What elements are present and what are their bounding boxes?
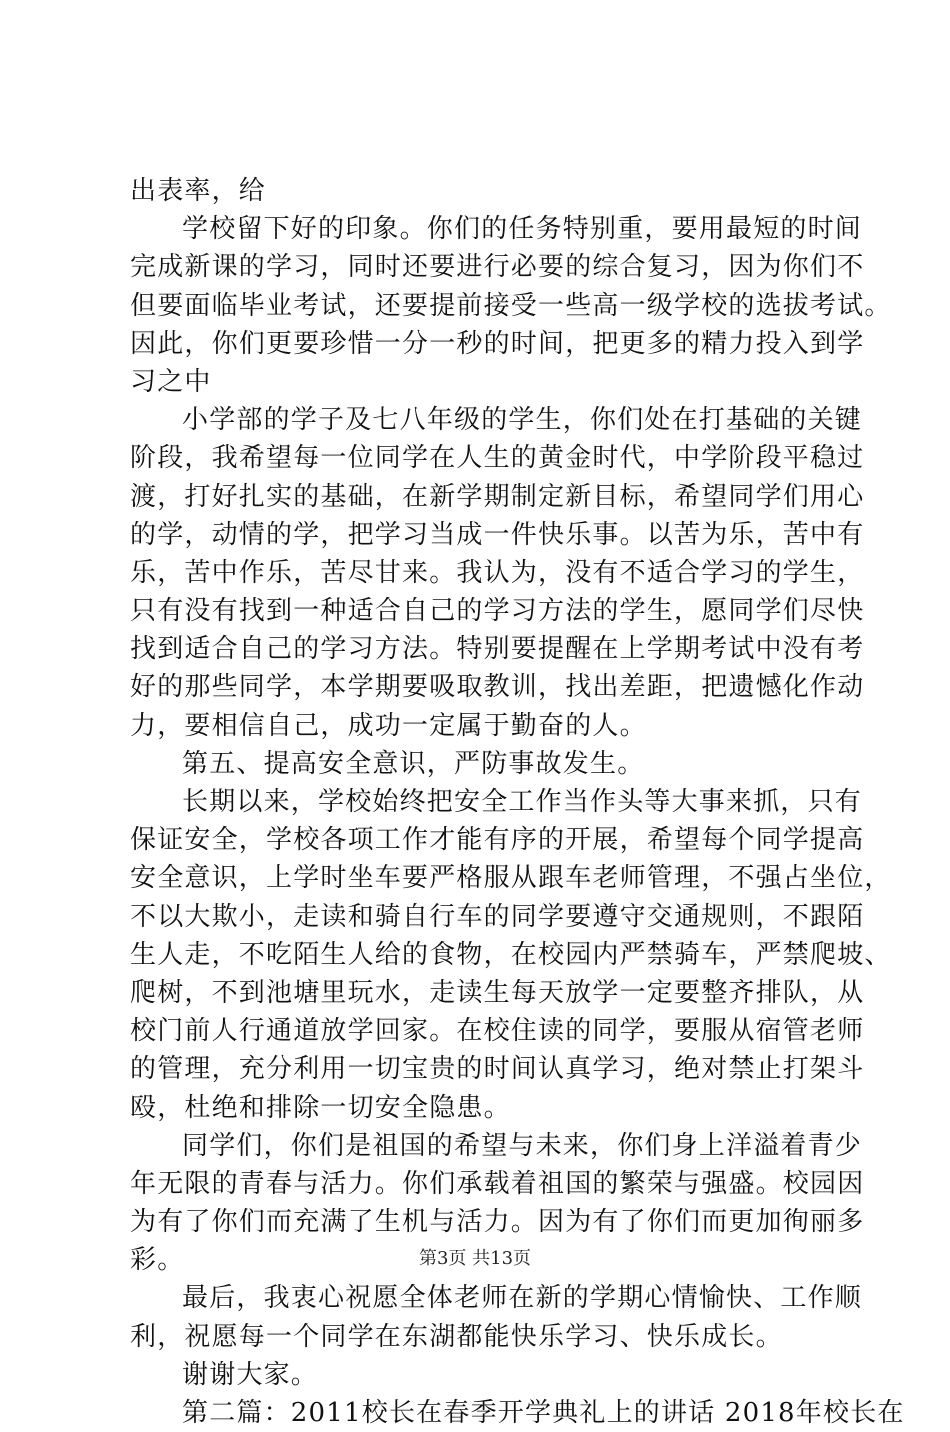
- text-line: 找到适合自己的学习方法。特别要提醒在上学期考试中没有考: [130, 634, 865, 665]
- text-line: 最后，我衷心祝愿全体老师在新的学期心情愉快、工作顺: [182, 1283, 863, 1314]
- text-line: 出表率，给: [130, 176, 267, 206]
- text-line: 渡，打好扎实的基础，在新学期制定新目标，希望同学们用心: [130, 481, 865, 512]
- text-line: 第五、提高安全意识，严防事故发生。: [182, 748, 645, 779]
- text-line: 小学部的学子及七八年级的学生，你们处在打基础的关键: [182, 405, 863, 436]
- page-number-footer: 第3页 共13页: [418, 1248, 532, 1269]
- text-line: 爬树，不到池塘里玩水，走读生每天放学一定要整齐排队，从: [130, 977, 865, 1008]
- text-line: 力，要相信自己，成功一定属于勤奋的人。: [130, 710, 647, 741]
- text-line: 的管理，充分利用一切宝贵的时间认真学习，绝对禁止打架斗: [130, 1054, 865, 1085]
- text-line: 但要面临毕业考试，还要提前接受一些高一级学校的选拔考试。: [130, 290, 892, 321]
- document-body: [130, 172, 905, 1432]
- text-line: 年无限的青春与活力。你们承载着祖国的繁荣与强盛。校园因: [130, 1168, 865, 1199]
- text-line: 安全意识，上学时坐车要严格服从跟车老师管理，不强占坐位，: [130, 863, 892, 894]
- text-line: 阶段，我希望每一位同学在人生的黄金时代，中学阶段平稳过: [130, 443, 865, 474]
- text-line: 习之中: [130, 366, 212, 397]
- text-line: 不以大欺小，走读和骑自行车的同学要遵守交通规则，不跟陌: [130, 901, 865, 932]
- text-line: 因此，你们更要珍惜一分一秒的时间，把更多的精力投入到学: [130, 328, 865, 359]
- text-line: 生人走，不吃陌生人给的食物，在校园内严禁骑车，严禁爬坡、: [130, 939, 892, 970]
- text-line: 乐，苦中作乐，苦尽甘来。我认为，没有不适合学习的学生，: [130, 557, 865, 588]
- text-line: 完成新课的学习，同时还要进行必要的综合复习，因为你们不: [130, 252, 865, 283]
- text-line: 校门前人行通道放学回家。在校住读的同学，要服从宿管老师: [130, 1016, 865, 1047]
- text-line: 彩。: [130, 1245, 185, 1276]
- text-line: 只有没有找到一种适合自己的学习方法的学生，愿同学们尽快: [130, 596, 865, 627]
- text-line: 第二篇：2011校长在春季开学典礼上的讲话 2018年校长在: [182, 1398, 905, 1428]
- text-line: 殴，杜绝和排除一切安全隐患。: [130, 1092, 511, 1123]
- text-line: 谢谢大家。: [182, 1359, 319, 1390]
- text-line: 利，祝愿每一个同学在东湖都能快乐学习、快乐成长。: [130, 1321, 783, 1352]
- text-line: 的学，动情的学，把学习当成一件快乐事。以苦为乐，苦中有: [130, 519, 865, 550]
- text-line: 保证安全，学校各项工作才能有序的开展，希望每个同学提高: [130, 825, 865, 856]
- text-line: 同学们，你们是祖国的希望与未来，你们身上洋溢着青少: [182, 1130, 863, 1161]
- text-line: 学校留下好的印象。你们的任务特别重，要用最短的时间: [182, 214, 863, 245]
- text-line: 长期以来，学校始终把安全工作当作头等大事来抓，只有: [182, 787, 863, 817]
- text-line: 为有了你们而充满了生机与活力。因为有了你们而更加徇丽多: [130, 1207, 865, 1238]
- text-line: 好的那些同学，本学期要吸取教训，找出差距，把遗憾化作动: [130, 672, 865, 703]
